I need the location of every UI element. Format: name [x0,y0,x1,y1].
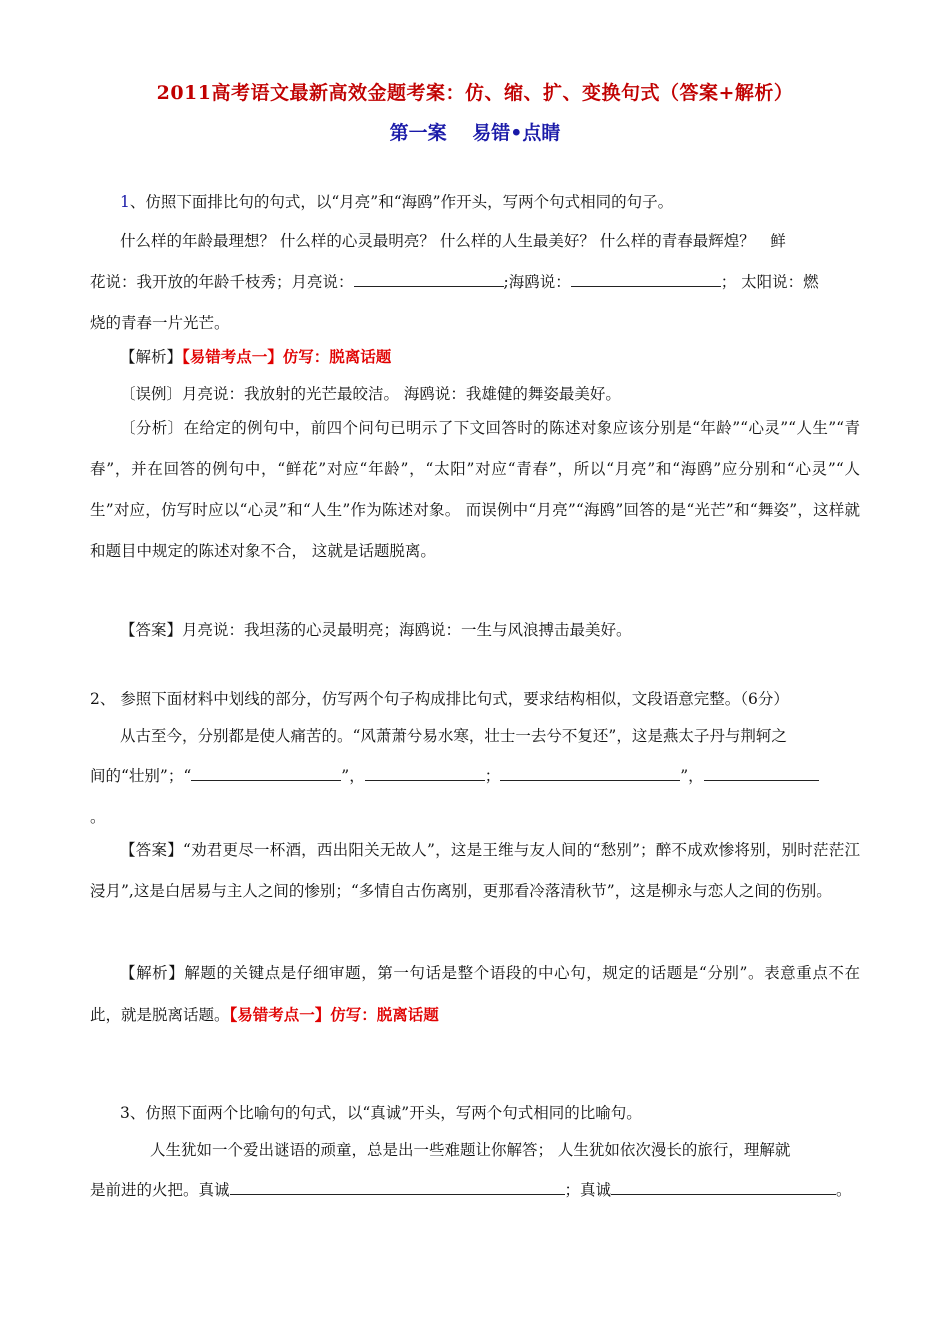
q1-stem: 1、仿照下面排比句的句式，以“月亮”和“海鸥”作开头，写两个句式相同的句子。 [120,193,674,211]
q2-blank-1[interactable] [191,766,341,781]
q2-analysis-paragraph: 【解析】解题的关键点是仔细审题，第一句话是整个语段的中心句，规定的话题是“分别”。表意重点不在此，就是脱离话题。【易错考点一】仿写：脱离话题 [90,964,860,1024]
q1-line1: 什么样的年龄最理想？ 什么样的心灵最明亮？ 什么样的人生最美好？ 什么样的青春最辉煌？ 鲜 [120,232,786,250]
q1-analysis-heading: 【解析】【易错考点一】仿写：脱离话题 [120,347,392,366]
document-title: 2011高考语文最新高效金题考案：仿、缩、扩、变换句式（答案+解析） [156,82,794,104]
q2-stem: 2、 参照下面材料中划线的部分，仿写两个句子构成排比句式，要求结构相似，文段语意完整。（6分） [90,690,789,708]
q2-answer-paragraph: 【答案】“劝君更尽一杯酒，西出阳关无故人”，这是王维与友人间的“愁别”；醉不成欢惨将别，别时茫茫江浸月”,这是白居易与主人之间的惨别；“多情自古伤离别，更那看冷落清秋节”，这是柳永与恋人之间的伤别。 [90,841,860,900]
q3-blank-1[interactable] [230,1180,565,1195]
q2-line1: 从古至今，分别都是使人痛苦的。“风萧萧兮易水寒，壮士一去兮不复还”，这是燕太子丹与荆轲之 [120,727,787,745]
q1-blank-2[interactable] [571,272,721,287]
q3-line1: 人生犹如一个爱出谜语的顽童，总是出一些难题让你解答； 人生犹如依次漫长的旅行，理解就 [150,1141,791,1159]
q3-blank-2[interactable] [611,1180,836,1195]
q1-analysis-paragraph: 〔分析〕在给定的例句中，前四个问句已明示了下文回答时的陈述对象应该分别是“年龄”“心灵”“人生”“青春”，并在回答的例句中，“鲜花”对应“年龄”，“太阳”对应“青春”，所以“月亮”和“海鸥”应分别和“心灵”“人生”对应，仿写时应以“心灵”和“人生”作为陈述对象。 而误例中“月亮”“海鸥”回答的是“光芒”和“舞姿”，这样就和题目中规定的陈述对象不合， 这就是话题脱离。 [90,419,860,560]
q1-blank-1[interactable] [354,272,504,287]
q3-line2: 是前进的火把。真诚 ；真诚 。 [90,1181,852,1199]
q2-line3: 。 [90,808,106,826]
q1-wrong-example: 〔误例〕月亮说：我放射的光芒最皎洁。 海鸥说：我雄健的舞姿最美好。 [120,385,621,403]
q2-blank-3[interactable] [500,766,680,781]
q2-blank-4[interactable] [704,766,819,781]
q2-line2: 间的“壮别”；“ ”， ； ”， [90,764,819,786]
document-subtitle: 第一案 易错•点睛 [389,122,561,144]
q1-line2: 花说：我开放的年龄千枝秀；月亮说： ;海鸥说： ； 太阳说：燃 [90,273,819,291]
q2-blank-2[interactable] [365,766,485,781]
q3-stem: 3、仿照下面两个比喻句的句式，以“真诚”开头，写两个句式相同的比喻句。 [120,1104,642,1122]
q1-line3: 烧的青春一片光芒。 [90,314,230,332]
q1-answer: 【答案】月亮说：我坦荡的心灵最明亮；海鸥说：一生与风浪搏击最美好。 [120,621,632,639]
